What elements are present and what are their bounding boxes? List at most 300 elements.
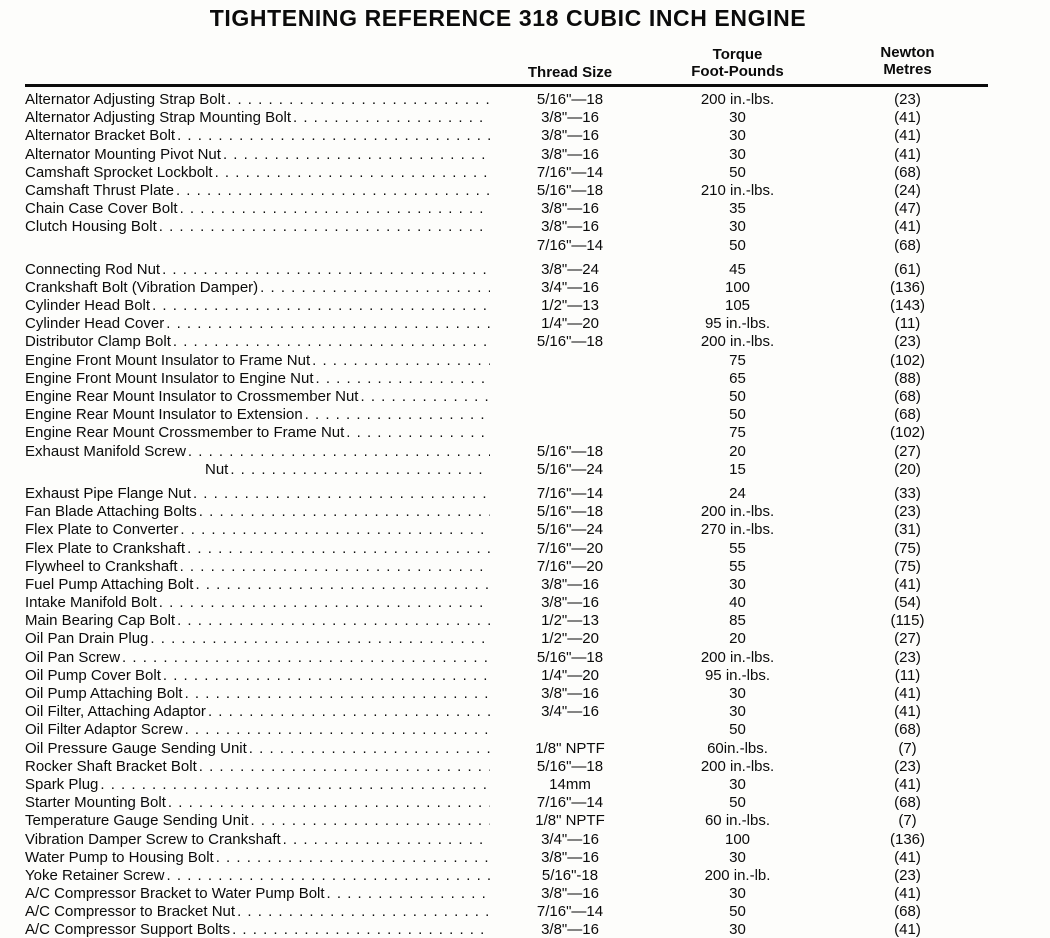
fastener-name: Oil Pan Drain Plug <box>25 630 149 648</box>
fastener-name-cell <box>25 406 490 424</box>
fastener-name: Alternator Adjusting Strap Mounting Bolt <box>25 109 291 127</box>
dot-leader <box>199 503 490 521</box>
torque-foot-pounds-value: 200 in.-lbs. <box>700 333 775 351</box>
fastener-name-cell <box>25 182 490 200</box>
dot-leader <box>346 424 490 442</box>
thread-size-value: 7/16"—20 <box>536 557 604 575</box>
newton-metres-value: (68) <box>894 794 921 812</box>
table-row <box>0 721 1050 739</box>
newton-metres-value: (68) <box>894 388 921 405</box>
newton-metres-value: (41) <box>894 703 921 721</box>
dot-leader <box>152 297 490 315</box>
column-header-newton-line2: Metres <box>883 61 932 78</box>
fastener-name: Exhaust Pipe Flange Nut <box>25 484 191 502</box>
fastener-name-cell <box>25 297 490 315</box>
table-row <box>0 503 1050 521</box>
fastener-name-cell <box>25 740 490 758</box>
newton-metres-value: (68) <box>894 406 921 424</box>
newton-metres-value: (68) <box>894 903 921 921</box>
newton-metres-value: (23) <box>894 503 921 521</box>
torque-foot-pounds-value: 30 <box>729 848 746 866</box>
newton-metres-value: (11) <box>894 315 921 333</box>
torque-foot-pounds-value: 60in.-lbs. <box>707 739 768 757</box>
newton-metres-value: (88) <box>894 369 921 387</box>
fastener-name: Cylinder Head Bolt <box>25 297 151 315</box>
dot-leader <box>180 521 490 539</box>
torque-foot-pounds-value: 45 <box>729 260 746 278</box>
fastener-name: Camshaft Sprocket Lockbolt <box>25 163 213 181</box>
torque-foot-pounds-value: 200 in.-lb. <box>704 866 771 884</box>
dot-leader <box>193 485 490 503</box>
thread-size-value: 5/16"—18 <box>536 648 604 666</box>
fastener-name: Exhaust Manifold Screw <box>25 442 186 460</box>
dot-leader <box>223 146 490 164</box>
dot-leader <box>232 921 490 938</box>
torque-foot-pounds-value: 30 <box>729 127 746 145</box>
dot-leader <box>150 630 490 648</box>
table-row <box>0 885 1050 903</box>
torque-foot-pounds-value: 95 in.-lbs. <box>704 666 771 684</box>
column-header-torque-line1: Torque <box>712 46 763 63</box>
fastener-name: Flex Plate to Crankshaft <box>25 539 186 557</box>
newton-metres-value: (41) <box>894 127 921 145</box>
table-row <box>0 443 1050 461</box>
fastener-name-cell <box>25 703 490 721</box>
fastener-name-cell <box>25 794 490 812</box>
table-row <box>0 370 1050 388</box>
torque-foot-pounds-value: 50 <box>729 406 746 424</box>
fastener-name: A/C Compressor Bracket to Water Pump Bolt <box>25 885 325 903</box>
dot-leader <box>159 594 490 612</box>
table-row <box>0 237 1050 255</box>
dot-leader <box>166 315 490 333</box>
dot-leader <box>180 558 490 576</box>
fastener-name: Chain Case Cover Bolt <box>25 200 178 218</box>
table-row <box>0 594 1050 612</box>
table-row <box>0 703 1050 721</box>
dot-leader <box>177 127 490 145</box>
thread-size-value: 1/4"—20 <box>541 666 599 684</box>
fastener-name-cell <box>25 485 490 503</box>
fastener-name: Yoke Retainer Screw <box>25 866 165 884</box>
fastener-name: Rocker Shaft Bracket Bolt <box>25 757 197 775</box>
thread-size-value: 3/8"—16 <box>541 594 599 612</box>
thread-size-value: 3/8"—16 <box>541 685 599 702</box>
table-row <box>0 685 1050 703</box>
table-row <box>0 849 1050 867</box>
torque-foot-pounds-value: 210 in.-lbs. <box>700 181 775 199</box>
torque-foot-pounds-value: 50 <box>729 163 746 181</box>
thread-size-value: 3/8"—16 <box>541 109 599 127</box>
newton-metres-value: (68) <box>894 163 921 181</box>
dot-leader <box>312 352 490 370</box>
table-row <box>0 867 1050 885</box>
torque-foot-pounds-value: 75 <box>729 424 746 442</box>
newton-metres-value: (75) <box>894 539 921 557</box>
table-row <box>0 200 1050 218</box>
dot-leader <box>159 218 490 236</box>
thread-size-value: 3/8"—16 <box>541 145 599 163</box>
fastener-name: Main Bearing Cap Bolt <box>25 612 176 630</box>
table-row <box>0 831 1050 849</box>
fastener-name: Engine Rear Mount Crossmember to Frame Nut <box>25 424 345 442</box>
newton-metres-value: (47) <box>894 200 921 218</box>
thread-size-value: 1/8" NPTF <box>535 739 605 757</box>
dot-leader <box>227 91 490 109</box>
newton-metres-value: (54) <box>894 594 921 612</box>
fastener-name-cell <box>25 109 490 127</box>
fastener-name: Alternator Mounting Pivot Nut <box>25 145 221 163</box>
thread-size-value: 7/16"—14 <box>536 484 604 502</box>
thread-size-value: 7/16"—14 <box>536 163 604 181</box>
thread-size-value: 3/8"—16 <box>541 848 599 866</box>
column-header-newton <box>825 44 990 78</box>
newton-metres-value: (41) <box>894 145 921 163</box>
table-row <box>0 612 1050 630</box>
fastener-name-cell <box>25 164 490 182</box>
table-row <box>0 776 1050 794</box>
torque-foot-pounds-value: 100 <box>724 278 751 296</box>
fastener-name: Alternator Adjusting Strap Bolt <box>25 91 226 108</box>
fastener-name: Engine Front Mount Insulator to Frame Nut <box>25 351 311 369</box>
fastener-name: Fan Blade Attaching Bolts <box>25 503 197 521</box>
column-header-torque-line2: Foot-Pounds <box>691 63 784 80</box>
torque-foot-pounds-value: 30 <box>729 145 746 163</box>
dot-leader <box>237 903 490 921</box>
torque-foot-pounds-value: 50 <box>729 236 746 254</box>
torque-foot-pounds-value: 85 <box>729 612 746 630</box>
newton-metres-value: (136) <box>889 830 926 848</box>
fastener-name-cell <box>25 758 490 776</box>
torque-foot-pounds-value: 30 <box>729 703 746 721</box>
fastener-name: Connecting Rod Nut <box>25 260 161 278</box>
newton-metres-value: (23) <box>894 648 921 666</box>
newton-metres-value: (20) <box>894 460 921 478</box>
dot-leader <box>176 182 490 200</box>
fastener-name-cell <box>25 461 490 479</box>
newton-metres-value: (68) <box>894 721 921 739</box>
newton-metres-value: (27) <box>894 442 921 460</box>
torque-foot-pounds-value: 50 <box>729 794 746 812</box>
table-row <box>0 333 1050 351</box>
newton-metres-value: (23) <box>894 866 921 884</box>
fastener-name-cell <box>25 667 490 685</box>
header-rule <box>25 84 988 87</box>
table-row <box>0 630 1050 648</box>
dot-leader <box>260 279 490 297</box>
fastener-name-cell <box>25 849 490 867</box>
table-row <box>0 921 1050 938</box>
dot-leader <box>230 461 490 479</box>
newton-metres-value: (61) <box>894 260 921 278</box>
newton-metres-value: (23) <box>894 333 921 351</box>
fastener-name-cell <box>25 279 490 297</box>
dot-leader <box>293 109 490 127</box>
fastener-name-cell <box>25 721 490 739</box>
newton-metres-value: (143) <box>889 297 926 315</box>
fastener-name: Distributor Clamp Bolt <box>25 333 171 351</box>
torque-foot-pounds-value: 30 <box>729 685 746 702</box>
table-row <box>0 182 1050 200</box>
fastener-name: Nut <box>205 460 229 478</box>
fastener-name: Engine Rear Mount Insulator to Extension <box>25 406 303 424</box>
fastener-name: Oil Filter, Attaching Adaptor <box>25 703 206 721</box>
fastener-name-cell <box>25 558 490 576</box>
fastener-name-cell <box>25 352 490 370</box>
torque-foot-pounds-value: 55 <box>729 539 746 557</box>
newton-metres-value: (41) <box>894 685 921 702</box>
table-row <box>0 812 1050 830</box>
table-row <box>0 388 1050 406</box>
fastener-name: Starter Mounting Bolt <box>25 794 166 812</box>
thread-size-value: 5/16"—24 <box>536 521 604 539</box>
dot-leader <box>167 867 490 885</box>
newton-metres-value: (41) <box>894 921 921 938</box>
table-row <box>0 424 1050 442</box>
newton-metres-value: (102) <box>889 351 926 369</box>
thread-size-value: 3/8"—16 <box>541 575 599 593</box>
newton-metres-value: (75) <box>894 557 921 575</box>
torque-foot-pounds-value: 270 in.-lbs. <box>700 521 775 539</box>
torque-foot-pounds-value: 55 <box>729 557 746 575</box>
thread-size-value: 3/4"—16 <box>541 830 599 848</box>
dot-leader <box>122 649 490 667</box>
fastener-name-cell <box>25 630 490 648</box>
table-row <box>0 218 1050 236</box>
thread-size-value: 5/16"—18 <box>536 333 604 351</box>
thread-size-value: 7/16"—14 <box>536 236 604 254</box>
newton-metres-value: (11) <box>894 666 921 684</box>
torque-foot-pounds-value: 15 <box>729 460 746 478</box>
fastener-name-cell <box>25 127 490 145</box>
torque-foot-pounds-value: 60 in.-lbs. <box>704 812 771 830</box>
torque-foot-pounds-value: 200 in.-lbs. <box>700 91 775 108</box>
torque-foot-pounds-value: 50 <box>729 903 746 921</box>
torque-foot-pounds-value: 30 <box>729 575 746 593</box>
table-row <box>0 315 1050 333</box>
thread-size-value: 3/4"—16 <box>541 703 599 721</box>
newton-metres-value: (41) <box>894 109 921 127</box>
thread-size-value: 1/2"—13 <box>541 297 599 315</box>
fastener-name-cell <box>25 776 490 794</box>
torque-foot-pounds-value: 105 <box>724 297 751 315</box>
fastener-name: A/C Compressor to Bracket Nut <box>25 903 236 921</box>
table-row <box>0 903 1050 921</box>
thread-size-value: 5/16"—18 <box>536 757 604 775</box>
table-row <box>0 406 1050 424</box>
newton-metres-value: (7) <box>898 739 917 757</box>
dot-leader <box>180 200 490 218</box>
torque-foot-pounds-value: 30 <box>729 921 746 938</box>
torque-foot-pounds-value: 65 <box>729 369 746 387</box>
fastener-name-cell <box>25 200 490 218</box>
newton-metres-value: (23) <box>894 757 921 775</box>
torque-foot-pounds-value: 50 <box>729 388 746 405</box>
fastener-name: Crankshaft Bolt (Vibration Damper) <box>25 278 259 296</box>
thread-size-value: 7/16"—14 <box>536 794 604 812</box>
fastener-name: Cylinder Head Cover <box>25 315 165 333</box>
thread-size-value: 3/8"—16 <box>541 127 599 145</box>
thread-size-value: 5/16"—18 <box>536 91 604 108</box>
fastener-name-cell <box>25 424 490 442</box>
fastener-name: Fuel Pump Attaching Bolt <box>25 575 194 593</box>
column-header-thread-size-label: Thread Size <box>527 64 613 81</box>
torque-table-body <box>0 91 1050 938</box>
dot-leader <box>208 703 490 721</box>
fastener-name-cell <box>25 503 490 521</box>
table-row <box>0 164 1050 182</box>
table-row <box>0 297 1050 315</box>
thread-size-value: 1/2"—20 <box>541 630 599 648</box>
column-header-torque <box>650 46 825 80</box>
dot-leader <box>162 261 490 279</box>
table-row <box>0 521 1050 539</box>
newton-metres-value: (7) <box>898 812 917 830</box>
fastener-name-cell <box>25 649 490 667</box>
torque-foot-pounds-value: 30 <box>729 109 746 127</box>
dot-leader <box>173 333 490 351</box>
fastener-name: Clutch Housing Bolt <box>25 218 157 236</box>
newton-metres-value: (23) <box>894 91 921 108</box>
fastener-name-cell <box>25 146 490 164</box>
table-row <box>0 558 1050 576</box>
newton-metres-value: (41) <box>894 218 921 236</box>
fastener-name-cell <box>25 91 490 109</box>
dot-leader <box>177 612 490 630</box>
dot-leader <box>185 721 490 739</box>
fastener-name: Oil Filter Adaptor Screw <box>25 721 183 739</box>
fastener-name: Oil Pump Attaching Bolt <box>25 685 183 702</box>
fastener-name-cell <box>25 370 490 388</box>
fastener-name-cell <box>25 315 490 333</box>
torque-foot-pounds-value: 75 <box>729 351 746 369</box>
newton-metres-value: (115) <box>890 612 925 630</box>
torque-foot-pounds-value: 40 <box>729 594 746 612</box>
fastener-name-cell <box>25 576 490 594</box>
table-row <box>0 109 1050 127</box>
fastener-name: Intake Manifold Bolt <box>25 594 157 612</box>
fastener-name-cell <box>25 831 490 849</box>
table-row <box>0 758 1050 776</box>
fastener-name: Flywheel to Crankshaft <box>25 557 178 575</box>
fastener-name: Oil Pump Cover Bolt <box>25 666 161 684</box>
dot-leader <box>249 740 490 758</box>
fastener-name: Engine Front Mount Insulator to Engine Nut <box>25 369 314 387</box>
dot-leader <box>185 685 490 703</box>
fastener-name: Oil Pressure Gauge Sending Unit <box>25 739 247 757</box>
thread-size-value: 3/8"—16 <box>541 200 599 218</box>
table-row <box>0 352 1050 370</box>
thread-size-value: 7/16"—20 <box>536 539 604 557</box>
table-row <box>0 91 1050 109</box>
newton-metres-value: (41) <box>894 848 921 866</box>
dot-leader <box>215 164 490 182</box>
dot-leader <box>283 831 490 849</box>
torque-foot-pounds-value: 20 <box>729 442 746 460</box>
fastener-name-cell <box>25 261 490 279</box>
table-row <box>0 540 1050 558</box>
dot-leader <box>163 667 490 685</box>
thread-size-value: 3/4"—16 <box>541 278 599 296</box>
torque-foot-pounds-value: 200 in.-lbs. <box>700 757 775 775</box>
fastener-name: Spark Plug <box>25 775 99 793</box>
fastener-name-cell <box>25 594 490 612</box>
torque-foot-pounds-value: 20 <box>729 630 746 648</box>
newton-metres-value: (33) <box>894 484 921 502</box>
fastener-name-cell <box>25 685 490 703</box>
column-header-newton-line1: Newton <box>880 44 935 61</box>
torque-foot-pounds-value: 24 <box>729 484 746 502</box>
fastener-name: Water Pump to Housing Bolt <box>25 848 214 866</box>
dot-leader <box>195 576 490 594</box>
torque-foot-pounds-value: 30 <box>729 218 746 236</box>
newton-metres-value: (41) <box>894 575 921 593</box>
dot-leader <box>360 388 490 406</box>
fastener-name: Alternator Bracket Bolt <box>25 127 176 145</box>
fastener-name: Engine Rear Mount Insulator to Crossmember Nut <box>25 388 359 405</box>
thread-size-value: 5/16"—18 <box>536 442 604 460</box>
fastener-name-cell <box>25 885 490 903</box>
table-row <box>0 576 1050 594</box>
dot-leader <box>250 812 490 830</box>
column-header-thread-size <box>490 64 650 81</box>
torque-foot-pounds-value: 35 <box>729 200 746 218</box>
fastener-name: A/C Compressor Support Bolts <box>25 921 231 938</box>
thread-size-value: 5/16"-18 <box>541 866 599 884</box>
fastener-name-cell <box>25 903 490 921</box>
dot-leader <box>305 406 490 424</box>
table-row <box>0 649 1050 667</box>
dot-leader <box>188 443 490 461</box>
table-row <box>0 485 1050 503</box>
fastener-name: Temperature Gauge Sending Unit <box>25 812 249 830</box>
table-row <box>0 461 1050 479</box>
thread-size-value: 1/8" NPTF <box>535 812 605 830</box>
table-row <box>0 740 1050 758</box>
torque-foot-pounds-value: 100 <box>724 830 751 848</box>
fastener-name-cell <box>25 388 490 406</box>
dot-leader <box>327 885 490 903</box>
fastener-name-cell <box>25 612 490 630</box>
fastener-name-cell <box>25 521 490 539</box>
newton-metres-value: (31) <box>894 521 921 539</box>
thread-size-value: 3/8"—16 <box>541 921 599 938</box>
newton-metres-value: (27) <box>894 630 921 648</box>
fastener-name-cell <box>25 540 490 558</box>
dot-leader <box>216 849 490 867</box>
fastener-name-cell <box>25 218 490 236</box>
table-row <box>0 667 1050 685</box>
torque-foot-pounds-value: 30 <box>729 775 746 793</box>
table-row <box>0 261 1050 279</box>
fastener-name-cell <box>25 443 490 461</box>
page-title: TIGHTENING REFERENCE 318 CUBIC INCH ENGINE <box>209 5 807 31</box>
newton-metres-value: (41) <box>894 885 921 903</box>
newton-metres-value: (136) <box>889 278 926 296</box>
thread-size-value: 1/4"—20 <box>541 315 599 333</box>
torque-foot-pounds-value: 200 in.-lbs. <box>700 503 775 521</box>
fastener-name-cell <box>25 921 490 938</box>
dot-leader <box>100 776 490 794</box>
thread-size-value: 3/8"—16 <box>541 885 599 903</box>
torque-foot-pounds-value: 50 <box>729 721 746 739</box>
thread-size-value: 3/8"—16 <box>541 218 599 236</box>
fastener-name: Oil Pan Screw <box>25 648 121 666</box>
newton-metres-value: (41) <box>894 775 921 793</box>
fastener-name-cell <box>25 333 490 351</box>
dot-leader <box>199 758 490 776</box>
thread-size-value: 7/16"—14 <box>536 903 604 921</box>
